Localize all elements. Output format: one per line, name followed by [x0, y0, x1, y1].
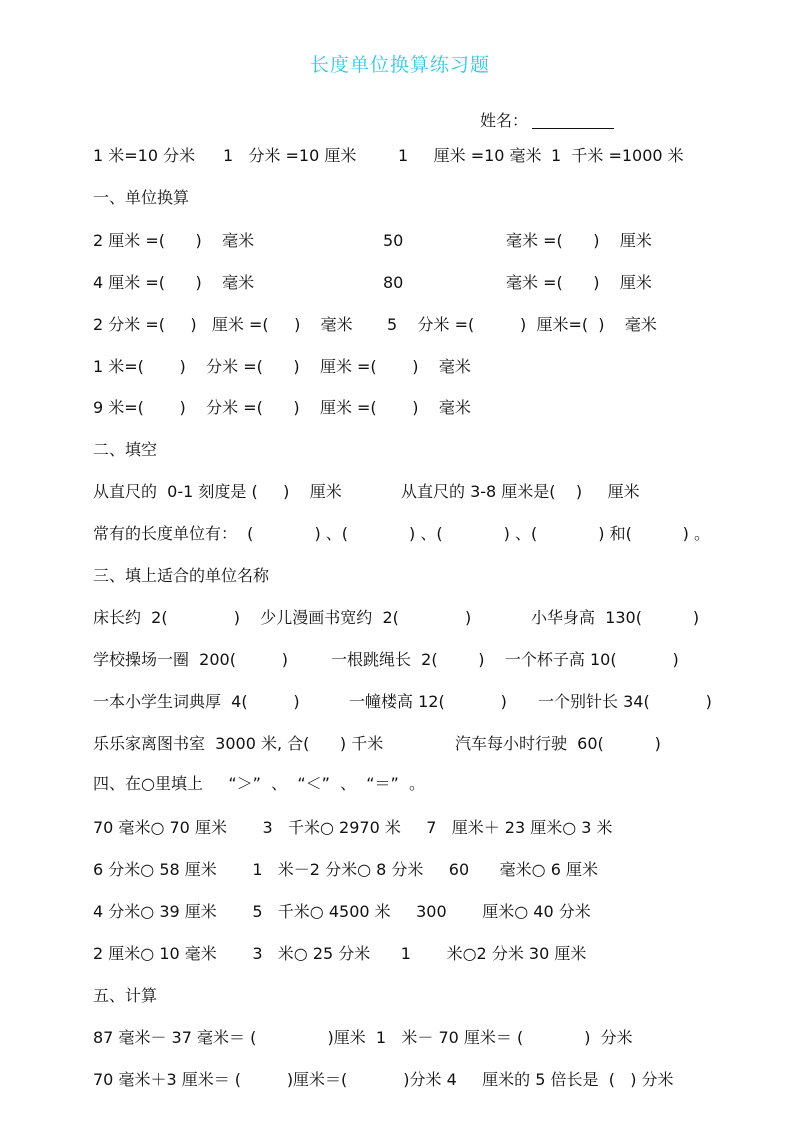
exercise-text: 从直尺的 3-8 厘米是( ) 厘米 — [401, 482, 640, 501]
exercise-text: 常有的长度单位有： ( ) 、( ) 、( ) 、( ) 和( ) 。 — [93, 524, 711, 543]
name-blank[interactable] — [532, 112, 614, 129]
exercise-text: 从直尺的 0-1 刻度是 ( ) 厘米 — [93, 482, 342, 501]
name-label: 姓名： — [480, 111, 529, 130]
exercise-text: 70 毫米＋3 厘米＝ ( )厘米＝( )分米 4 厘米的 5 倍长是 ( ) 分米 — [93, 1070, 674, 1089]
exercise-text: 1 米=10 分米 — [93, 146, 196, 165]
exercise-text: 汽车每小时行驶 60( ) — [455, 734, 661, 753]
exercise-text: 4 厘米 =( ) 毫米 — [93, 273, 255, 292]
exercise-text: 三、填上适合的单位名称 — [93, 566, 270, 585]
exercise-text: 1 千米 =1000 米 — [551, 146, 684, 165]
exercise-text: 2 厘米○ 10 毫米 3 米○ 25 分米 1 米○2 分米 30 厘米 — [93, 944, 587, 963]
exercise-text: 二、填空 — [93, 440, 158, 459]
exercise-text: 五、计算 — [93, 986, 158, 1005]
name-field — [480, 108, 614, 131]
exercise-text: 毫米 =( ) 厘米 — [506, 273, 652, 292]
exercise-text: 50 — [383, 231, 404, 250]
exercise-text: 一幢楼高 12( ) — [349, 692, 507, 711]
exercise-text: 一本小学生词典厚 4( ) — [93, 692, 300, 711]
exercise-text: 学校操场一圈 200( ) — [93, 650, 288, 669]
exercise-text: 1 厘米 =10 毫米 — [398, 146, 542, 165]
exercise-text: 87 毫米－ 37 毫米＝ ( )厘米 1 米－ 70 厘米＝ ( ) 分米 — [93, 1028, 633, 1047]
exercise-text: 床长约 2( ) 少儿漫画书宽约 2( ) — [93, 608, 472, 627]
exercise-text: 6 分米○ 58 厘米 1 米－2 分米○ 8 分米 60 毫米○ 6 厘米 — [93, 860, 598, 879]
page-title: 长度单位换算练习题 — [309, 54, 490, 76]
exercise-text: 一、单位换算 — [93, 188, 190, 207]
exercise-text: 5 分米 =( ) 厘米=( ) 毫米 — [387, 315, 657, 334]
exercise-text: 4 分米○ 39 厘米 5 千米○ 4500 米 300 厘米○ 40 分米 — [93, 902, 591, 921]
exercise-text: 1 分米 =10 厘米 — [223, 146, 357, 165]
exercise-text: 70 毫米○ 70 厘米 3 千米○ 2970 米 7 厘米＋ 23 厘米○ 3 米 — [93, 818, 613, 837]
exercise-text: 9 米=( ) 分米 =( ) 厘米 =( ) 毫米 — [93, 398, 471, 417]
exercise-text: 毫米 =( ) 厘米 — [506, 231, 652, 250]
exercise-text: 2 分米 =( ) 厘米 =( ) 毫米 — [93, 315, 353, 334]
exercise-text: 2 厘米 =( ) 毫米 — [93, 231, 255, 250]
exercise-text: 一根跳绳长 2( ) 一个杯子高 10( ) — [331, 650, 679, 669]
exercise-text: 80 — [383, 273, 404, 292]
exercise-text: 1 米=( ) 分米 =( ) 厘米 =( ) 毫米 — [93, 357, 471, 376]
exercise-text: 一个别针长 34( ) — [538, 692, 712, 711]
exercise-text: 小华身高 130( ) — [531, 608, 700, 627]
exercise-text: 乐乐家离图书室 3000 米, 合( ) 千米 — [93, 734, 384, 753]
exercise-text: 四、在○里填上 “＞” 、 “＜” 、 “＝” 。 — [93, 774, 425, 793]
